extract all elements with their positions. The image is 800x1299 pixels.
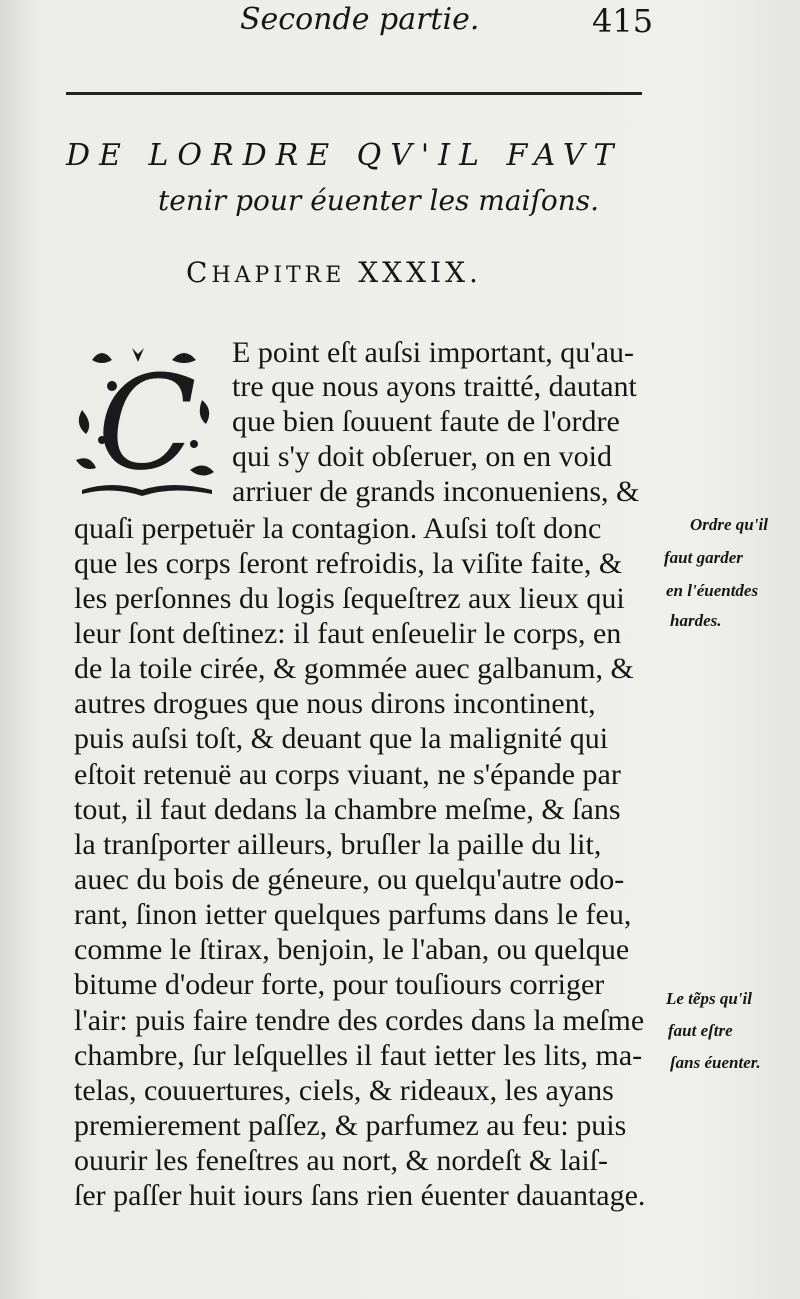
body-line-17: rant, ſinon ietter quelques parfums dans le feu, [74, 898, 632, 931]
body-line-25: ſer paſſer huit iours ſans rien éuenter dauantage. [74, 1179, 646, 1212]
body-line-16: auec du bois de géneure, ou quelqu'autre odo- [74, 863, 625, 896]
chapter-heading [186, 256, 482, 289]
body-line-14: tout, il faut dedans la chambre meſme, & ſans [74, 793, 621, 826]
body-line-4: qui s'y doit obſeruer, on en void [232, 440, 612, 473]
body-line-23: premierement paſſez, & parfumez au feu: puis [74, 1109, 627, 1142]
margin-note-1-line-1: Ordre qu'il [690, 515, 768, 534]
margin-note-1-line-3: en l'éuentdes [666, 581, 759, 600]
body-line-15: la tranſporter ailleurs, bruſler la paille du lit, [74, 828, 602, 861]
margin-note-2-line-2: faut eſtre [668, 1021, 733, 1040]
body-line-6: quaſi perpetuër la contagion. Auſsi toſt donc [74, 512, 602, 545]
body-line-11: autres drogues que nous dirons incontinent, [74, 687, 596, 720]
chapter-heading-word: HAPITRE [211, 263, 346, 288]
margin-note-2-line-3: ſans éuenter. [670, 1053, 761, 1072]
chapter-title-line2: tenir pour éuenter les maiſons. [158, 184, 600, 217]
body-line-20: l'air: puis faire tendre des cordes dans la meſme [74, 1004, 645, 1037]
body-line-3: que bien ſouuent faute de l'ordre [232, 405, 620, 438]
body-line-5: arriuer de grands inconueniens, & [232, 475, 640, 508]
body-line-13: eſtoit retenuë au corps viuant, ne s'épande par [74, 758, 621, 791]
body-line-9: leur ſont deſtinez: il faut enſeuelir le corps, en [74, 617, 622, 650]
body-line-12: puis auſsi toſt, & deuant que la malignité qui [74, 722, 609, 755]
body-line-22: telas, couuertures, ciels, & rideaux, les ayans [74, 1074, 614, 1107]
running-head: Seconde partie. [240, 2, 480, 37]
chapter-number: XXXIX. [358, 256, 482, 289]
header-rule [66, 92, 642, 95]
margin-note-2-line-1: Le tẽps qu'il [666, 989, 752, 1008]
body-line-24: ouurir les feneſtres au nort, & nordeſt & laiſ- [74, 1144, 609, 1177]
body-line-10: de la toile cirée, & gommée auec galbanum, & [74, 652, 634, 685]
body-line-2: tre que nous ayons traitté, dautant [232, 370, 637, 403]
margin-note-1-line-2: faut garder [664, 548, 743, 567]
page-number: 415 [592, 2, 654, 40]
ornamental-drop-cap-icon [72, 340, 222, 500]
body-line-1: E point eſt auſsi important, qu'au- [232, 336, 634, 369]
body-line-8: les perſonnes du logis ſequeſtrez aux lieux qui [74, 582, 625, 615]
chapter-title-line1: DE LORDRE QV'IL FAVT [66, 138, 623, 173]
body-line-7: que les corps ſeront refroidis, la viſite faite, & [74, 547, 623, 580]
body-line-21: chambre, ſur leſquelles il faut ietter les lits, ma- [74, 1039, 643, 1072]
body-line-18: comme le ſtirax, benjoin, le l'aban, ou quelque [74, 933, 630, 966]
drop-cap-letter: C [97, 347, 197, 499]
margin-note-1-line-4: hardes. [670, 611, 722, 630]
chapter-heading-initial: C [186, 256, 212, 289]
body-line-19: bitume d'odeur forte, pour touſiours corriger [74, 968, 605, 1001]
